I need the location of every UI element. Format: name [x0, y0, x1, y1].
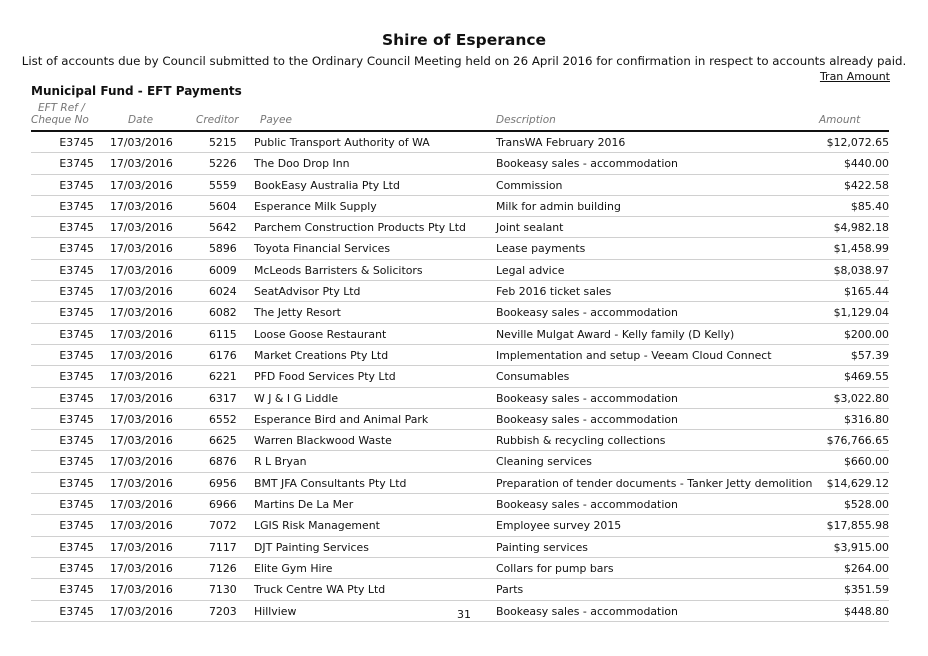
cell-amount: $14,629.12 [826, 476, 889, 490]
cell-description: Bookeasy sales - accommodation [496, 412, 678, 426]
cell-amount: $316.80 [843, 412, 889, 426]
cell-description: Joint sealant [496, 221, 564, 235]
cell-payee: The Doo Drop Inn [254, 157, 350, 171]
cell-ref: E3745 [59, 157, 94, 171]
cell-ref: E3745 [59, 221, 94, 235]
cell-amount: $660.00 [843, 455, 889, 469]
cell-ref: E3745 [59, 561, 94, 575]
cell-ref: E3745 [59, 476, 94, 490]
cell-amount: $8,038.97 [833, 263, 889, 277]
cell-description: Cleaning services [496, 455, 592, 469]
table-row [31, 388, 889, 409]
cell-date: 17/03/2016 [110, 455, 173, 469]
cell-date: 17/03/2016 [110, 561, 173, 575]
cell-payee: Martins De La Mer [254, 498, 354, 512]
cell-date: 17/03/2016 [110, 136, 173, 149]
cell-ref: E3745 [59, 412, 94, 426]
cell-creditor: 6625 [209, 434, 237, 448]
cell-description: Bookeasy sales - accommodation [496, 498, 678, 512]
cell-ref: E3745 [59, 498, 94, 512]
cell-description: Preparation of tender documents - Tanker Jetty demolition [496, 476, 813, 490]
cell-payee: SeatAdvisor Pty Ltd [254, 285, 361, 299]
table-row [31, 345, 889, 366]
cell-creditor: 7130 [209, 583, 237, 597]
cell-payee: Warren Blackwood Waste [254, 434, 392, 448]
col-header-amount: Amount [819, 114, 861, 126]
cell-ref: E3745 [59, 519, 94, 533]
cell-date: 17/03/2016 [110, 178, 173, 192]
table-row [31, 537, 889, 558]
cell-payee: Esperance Milk Supply [254, 199, 377, 213]
table-row [31, 451, 889, 472]
cell-creditor: 5559 [209, 178, 237, 192]
cell-amount: $440.00 [843, 157, 889, 171]
cell-date: 17/03/2016 [110, 370, 173, 384]
cell-date: 17/03/2016 [110, 263, 173, 277]
cell-ref: E3745 [59, 455, 94, 469]
cell-creditor: 6024 [209, 285, 237, 299]
cell-payee: Parchem Construction Products Pty Ltd [254, 221, 466, 235]
cell-description: Commission [496, 178, 563, 192]
cell-date: 17/03/2016 [110, 306, 173, 320]
cell-ref: E3745 [59, 178, 94, 192]
cell-date: 17/03/2016 [110, 327, 173, 341]
cell-payee: Public Transport Authority of WA [254, 136, 430, 149]
col-header-ref-line2: Cheque No [31, 114, 89, 126]
cell-ref: E3745 [59, 348, 94, 362]
cell-date: 17/03/2016 [110, 434, 173, 448]
cell-amount: $3,022.80 [833, 391, 889, 405]
cell-ref: E3745 [59, 327, 94, 341]
tran-amount-label: Tran Amount [819, 70, 890, 83]
cell-payee: W J & I G Liddle [254, 391, 339, 405]
table-row [31, 238, 889, 259]
cell-amount: $17,855.98 [826, 519, 889, 533]
page-subtitle: List of accounts due by Council submitted to the Ordinary Council Meeting held on 26 April 2016 for confirmation in respect to accounts already paid. [21, 54, 907, 68]
table-row [31, 366, 889, 387]
cell-description: Feb 2016 ticket sales [496, 285, 612, 299]
col-header-date: Date [128, 114, 154, 126]
cell-description: Lease payments [496, 242, 586, 256]
cell-ref: E3745 [59, 136, 94, 149]
table-row [31, 409, 889, 430]
cell-amount: $12,072.65 [826, 136, 889, 149]
cell-description: Bookeasy sales - accommodation [496, 604, 678, 618]
cell-description: Legal advice [496, 263, 565, 277]
cell-description: Milk for admin building [496, 199, 621, 213]
table-row [31, 281, 889, 302]
table-row [31, 473, 889, 494]
table-row [31, 175, 889, 196]
cell-ref: E3745 [59, 540, 94, 554]
cell-payee: BookEasy Australia Pty Ltd [254, 178, 400, 192]
cell-ref: E3745 [59, 242, 94, 256]
cell-payee: BMT JFA Consultants Pty Ltd [254, 476, 407, 490]
cell-amount: $1,129.04 [833, 306, 889, 320]
cell-description: Painting services [496, 540, 588, 554]
cell-payee: McLeods Barristers & Solicitors [254, 263, 423, 277]
cell-payee: Hillview [254, 604, 297, 618]
page-title: Shire of Esperance [381, 31, 547, 49]
cell-payee: Elite Gym Hire [254, 561, 333, 575]
cell-creditor: 7203 [209, 604, 237, 618]
cell-payee: R L Bryan [254, 455, 307, 469]
cell-creditor: 5226 [209, 157, 237, 171]
cell-creditor: 6956 [209, 476, 237, 490]
cell-creditor: 5896 [209, 242, 237, 256]
table-row [31, 132, 889, 153]
table-row [31, 515, 889, 536]
table-row [31, 324, 889, 345]
cell-amount: $57.39 [850, 348, 889, 362]
cell-ref: E3745 [59, 263, 94, 277]
cell-ref: E3745 [59, 604, 94, 618]
cell-date: 17/03/2016 [110, 242, 173, 256]
cell-creditor: 6115 [209, 327, 237, 341]
cell-ref: E3745 [59, 285, 94, 299]
cell-date: 17/03/2016 [110, 540, 173, 554]
cell-description: Employee survey 2015 [496, 519, 622, 533]
cell-description: Implementation and setup - Veeam Cloud Connect [496, 348, 772, 362]
table-row [31, 494, 889, 515]
table-row [31, 579, 889, 600]
cell-description: TransWA February 2016 [496, 136, 626, 149]
cell-ref: E3745 [59, 583, 94, 597]
cell-creditor: 6176 [209, 348, 237, 362]
cell-ref: E3745 [59, 434, 94, 448]
cell-description: Rubbish & recycling collections [496, 434, 666, 448]
cell-amount: $528.00 [843, 498, 889, 512]
cell-description: Bookeasy sales - accommodation [496, 391, 678, 405]
cell-ref: E3745 [59, 199, 94, 213]
table-row [31, 302, 889, 323]
cell-description: Consumables [496, 370, 570, 384]
cell-amount: $76,766.65 [826, 434, 889, 448]
section-heading: Municipal Fund - EFT Payments [31, 84, 242, 98]
cell-creditor: 6966 [209, 498, 237, 512]
table-row [31, 260, 889, 281]
cell-date: 17/03/2016 [110, 476, 173, 490]
cell-date: 17/03/2016 [110, 519, 173, 533]
col-header-creditor: Creditor [196, 114, 239, 126]
cell-description: Parts [496, 583, 524, 597]
cell-creditor: 5604 [209, 199, 237, 213]
cell-date: 17/03/2016 [110, 221, 173, 235]
cell-amount: $200.00 [843, 327, 889, 341]
col-header-payee: Payee [260, 114, 292, 126]
cell-creditor: 5642 [209, 221, 237, 235]
cell-creditor: 7072 [209, 519, 237, 533]
cell-payee: DJT Painting Services [254, 540, 369, 554]
cell-amount: $3,915.00 [833, 540, 889, 554]
cell-amount: $351.59 [843, 583, 889, 597]
cell-amount: $4,982.18 [833, 221, 889, 235]
cell-payee: Market Creations Pty Ltd [254, 348, 389, 362]
col-header-ref-line1: EFT Ref / [38, 102, 85, 114]
table-row [31, 558, 889, 579]
cell-amount: $85.40 [850, 199, 889, 213]
cell-description: Bookeasy sales - accommodation [496, 157, 678, 171]
cell-creditor: 6317 [209, 391, 237, 405]
cell-description: Bookeasy sales - accommodation [496, 306, 678, 320]
cell-payee: The Jetty Resort [254, 306, 341, 320]
cell-creditor: 6082 [209, 306, 237, 320]
cell-date: 17/03/2016 [110, 498, 173, 512]
cell-payee: Toyota Financial Services [254, 242, 391, 256]
cell-creditor: 6876 [209, 455, 237, 469]
cell-amount: $1,458.99 [833, 242, 889, 256]
table-row [31, 196, 889, 217]
cell-payee: LGIS Risk Management [254, 519, 380, 533]
payments-table [31, 132, 889, 622]
cell-payee: Truck Centre WA Pty Ltd [254, 583, 386, 597]
cell-date: 17/03/2016 [110, 604, 173, 618]
cell-amount: $448.80 [843, 604, 889, 618]
cell-creditor: 6009 [209, 263, 237, 277]
cell-amount: $469.55 [843, 370, 889, 384]
table-row [31, 217, 889, 238]
cell-creditor: 7126 [209, 561, 237, 575]
cell-payee: PFD Food Services Pty Ltd [254, 370, 396, 384]
cell-date: 17/03/2016 [110, 285, 173, 299]
page-number: 31 [457, 608, 471, 621]
cell-date: 17/03/2016 [110, 199, 173, 213]
cell-creditor: 5215 [209, 136, 237, 149]
cell-date: 17/03/2016 [110, 583, 173, 597]
cell-ref: E3745 [59, 391, 94, 405]
cell-date: 17/03/2016 [110, 412, 173, 426]
table-row [31, 153, 889, 174]
cell-creditor: 7117 [209, 540, 237, 554]
cell-payee: Esperance Bird and Animal Park [254, 412, 429, 426]
table-row [31, 430, 889, 451]
cell-payee: Loose Goose Restaurant [254, 327, 387, 341]
cell-ref: E3745 [59, 370, 94, 384]
cell-amount: $264.00 [843, 561, 889, 575]
cell-creditor: 6552 [209, 412, 237, 426]
col-header-description: Description [496, 114, 556, 126]
cell-amount: $165.44 [843, 285, 889, 299]
cell-date: 17/03/2016 [110, 157, 173, 171]
cell-date: 17/03/2016 [110, 348, 173, 362]
cell-description: Neville Mulgat Award - Kelly family (D Kelly) [496, 327, 735, 341]
cell-description: Collars for pump bars [496, 561, 614, 575]
cell-creditor: 6221 [209, 370, 237, 384]
cell-date: 17/03/2016 [110, 391, 173, 405]
cell-amount: $422.58 [843, 178, 889, 192]
cell-ref: E3745 [59, 306, 94, 320]
